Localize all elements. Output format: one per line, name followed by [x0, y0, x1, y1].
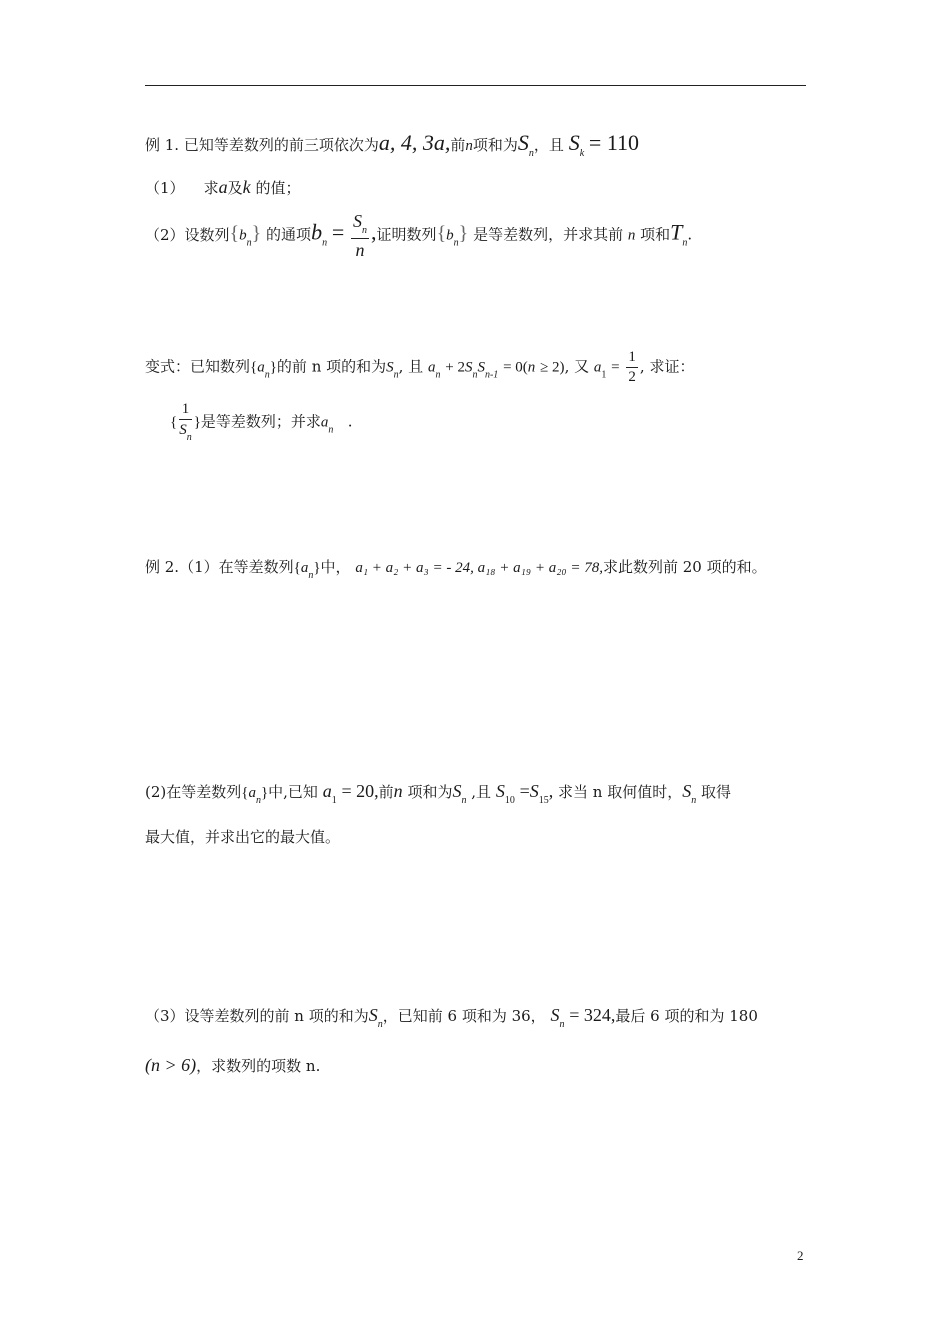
ge-2: ≥ 2) [540, 359, 565, 376]
var-b: b [446, 227, 454, 244]
question-1-label: （1） [145, 179, 185, 197]
comma: , [371, 219, 377, 245]
text-ji: 及 [227, 179, 243, 197]
sub-n: n [264, 369, 270, 381]
var-a: a [593, 359, 602, 376]
right-brace: } [458, 222, 469, 245]
text-dengcha: 是等差数列；并求 [200, 412, 321, 431]
sub-n: n [322, 237, 328, 249]
fraction-Sn-over-n [351, 212, 369, 259]
var-Sk: S [568, 130, 580, 155]
sub-k: k [579, 148, 585, 159]
var-b: b [239, 227, 247, 244]
sub-n: n [308, 570, 314, 581]
sub-1: 1 [601, 369, 607, 381]
variant-lead: 变式：已知数列 [145, 357, 251, 376]
eq-zero: = 0( [503, 359, 528, 376]
plus-2: + 2 [445, 359, 465, 376]
frac-num: 1 [626, 350, 638, 368]
example-2-part-3 [145, 1006, 758, 1030]
sub-n: n [246, 237, 252, 249]
var-S: S [386, 359, 394, 376]
example-1-lead: 例 1. 已知等差数列的前三项依次为 [145, 136, 379, 154]
var-n: n [465, 138, 473, 154]
eq-20: = 20, [341, 781, 379, 801]
frac-num: 1 [179, 402, 192, 420]
eq-324: = 324, [569, 1005, 616, 1025]
eq-sign: = [519, 781, 530, 801]
sub-n: n [393, 369, 399, 381]
example-1-terms: a, 4, 3a, [378, 130, 451, 155]
variant-statement: 变式：已知数列$\{a_n\}$的前 n 项的和为$S_n$, 且 $a_n + 2S_nS_{n-1} = 0(n \ge 2)$, 又 $a_1$ = $\frac{1}{2}$ , 求证： [145, 349, 695, 385]
var-S: S [368, 1005, 378, 1025]
text-qude: 取得 [701, 783, 732, 801]
sub-n: n [472, 369, 478, 381]
text-qiannhe: 的前 n 项的和为 [276, 357, 387, 376]
sub-n: n [255, 795, 261, 806]
var-S: S [517, 130, 529, 155]
var-T: T [670, 219, 683, 245]
var-a: a [257, 359, 265, 376]
text-qian6: ，已知前 6 项和为 36， [382, 1007, 546, 1025]
var-bn: b [311, 219, 323, 245]
var-a: a [320, 414, 329, 431]
example-2-3-lead: （3）设等差数列的前 n 项的和为 [145, 1007, 369, 1025]
question-2-label: （2）设数列 [145, 226, 230, 244]
var-n: n [393, 781, 403, 801]
example-2-part-3-line-2 [145, 1056, 320, 1074]
sub-1: 1 [331, 795, 337, 806]
text-dezhi: 的值； [255, 179, 301, 197]
text-tail: 是等差数列，并求其前 [473, 225, 624, 244]
text-zuihou: 最后 6 项的和为 180 [615, 1007, 758, 1025]
var-S: S [495, 781, 505, 801]
sub-n: n [377, 1019, 383, 1030]
eq-110: = 110 [588, 130, 640, 155]
text-zhong: 中,已知 [268, 783, 318, 801]
sub-n-1: n-1 [484, 369, 499, 381]
sub-n: n [559, 1019, 565, 1030]
header-rule [145, 85, 806, 86]
period: . [347, 412, 353, 431]
period: . [687, 225, 693, 244]
comma: , [548, 781, 554, 801]
sub-n: n [453, 237, 459, 249]
text-qie: , 且 [398, 357, 424, 376]
var-k: k [242, 177, 251, 197]
sub-n: n [435, 369, 441, 381]
text-qiu: 求 [203, 179, 219, 197]
text-xianghe: 项和 [640, 225, 671, 244]
var-a: a [322, 781, 332, 801]
example-2-part-1: 例 2.（1）在等差数列$\{a_n\}$中， a₁ + a₂ + a₃ = - 24, a₁₈ + a₁₉ + a₂₀ = 78,求此数列前 20 项的和。 [145, 558, 767, 581]
text-tongxiang: 的通项 [266, 225, 312, 244]
sub-n: n [682, 237, 688, 249]
var-S: S [464, 359, 473, 376]
sub-n: n [691, 795, 697, 806]
text-qiuzheng: , 求证： [639, 357, 695, 376]
example-1-statement [145, 132, 639, 159]
text-xianghewei: 项和为 [407, 783, 453, 801]
var-n: n [527, 359, 536, 376]
variant-line-2: { $\frac{1}{S_n}$ }是等差数列；并求$a_n$ . [170, 401, 353, 443]
sub-n: n [528, 148, 534, 159]
example-2-lead: 例 2.（1）在等差数列 [145, 558, 294, 576]
sub-n: n [328, 424, 334, 436]
example-2-part-2-line-2: 最大值，并求出它的最大值。 [145, 828, 341, 846]
text-zhengming: 证明数列 [376, 225, 437, 244]
var-S: S [682, 781, 692, 801]
var-n: n [627, 227, 636, 244]
example-2-2-lead: (2)在等差数列 [145, 783, 242, 801]
fraction-1-over-Sn [179, 402, 192, 443]
sub-10: 10 [504, 795, 515, 806]
text-zhong: 中， [320, 558, 351, 576]
text-you: , 又 [564, 357, 590, 376]
text-ask: 求此数列前 20 项的和。 [603, 558, 767, 576]
sub-n: n [362, 225, 368, 236]
eq-sign: = [331, 219, 345, 245]
text-qie: ,且 [471, 783, 492, 801]
formula-sums: a₁ + a₂ + a₃ = - 24, a₁₈ + a₁₉ + a₂₀ = 78, [355, 560, 603, 576]
var-a: a [248, 785, 256, 801]
var-a: a [218, 177, 228, 197]
eq-sign: = [611, 359, 620, 376]
fraction-one-half [626, 350, 638, 385]
question-2 [145, 212, 692, 262]
var-S: S [452, 781, 462, 801]
text-qie: ，且 [533, 136, 564, 154]
sub-n: n [186, 432, 192, 443]
question-1 [145, 178, 300, 196]
sub-15: 15 [538, 795, 549, 806]
left-brace: { [229, 222, 240, 245]
condition-n-gt-6: (n > 6) [145, 1055, 197, 1075]
left-brace: { [436, 222, 447, 245]
frac-den: 2 [628, 369, 636, 385]
var-a: a [300, 560, 309, 576]
text-qiuxiangshu: ，求数列的项数 n. [196, 1057, 321, 1075]
text-qian: 前 [378, 783, 394, 801]
sub-n: n [461, 795, 467, 806]
right-brace: } [251, 222, 262, 245]
var-S: S [477, 359, 485, 376]
text-qian: 前 [450, 136, 466, 154]
frac-num: S [353, 211, 363, 231]
page-number: 2 [797, 1248, 804, 1263]
frac-den: n [355, 240, 365, 260]
example-2-part-2: (2)在等差数列$\{a_n\}$中,已知 $a_1 = 20$,前n 项和为$S_n$ ,且 $S_{10} =S_{15}$, 求当 n 取何值时，$S_n$ 取得 [145, 781, 732, 806]
var-a: a [427, 359, 436, 376]
text-xianghewei: 项和为 [472, 136, 518, 154]
text-ask: 求当 n 取何值时， [558, 783, 683, 801]
var-S: S [550, 1005, 560, 1025]
var-S: S [529, 781, 539, 801]
frac-den: S [179, 422, 187, 438]
